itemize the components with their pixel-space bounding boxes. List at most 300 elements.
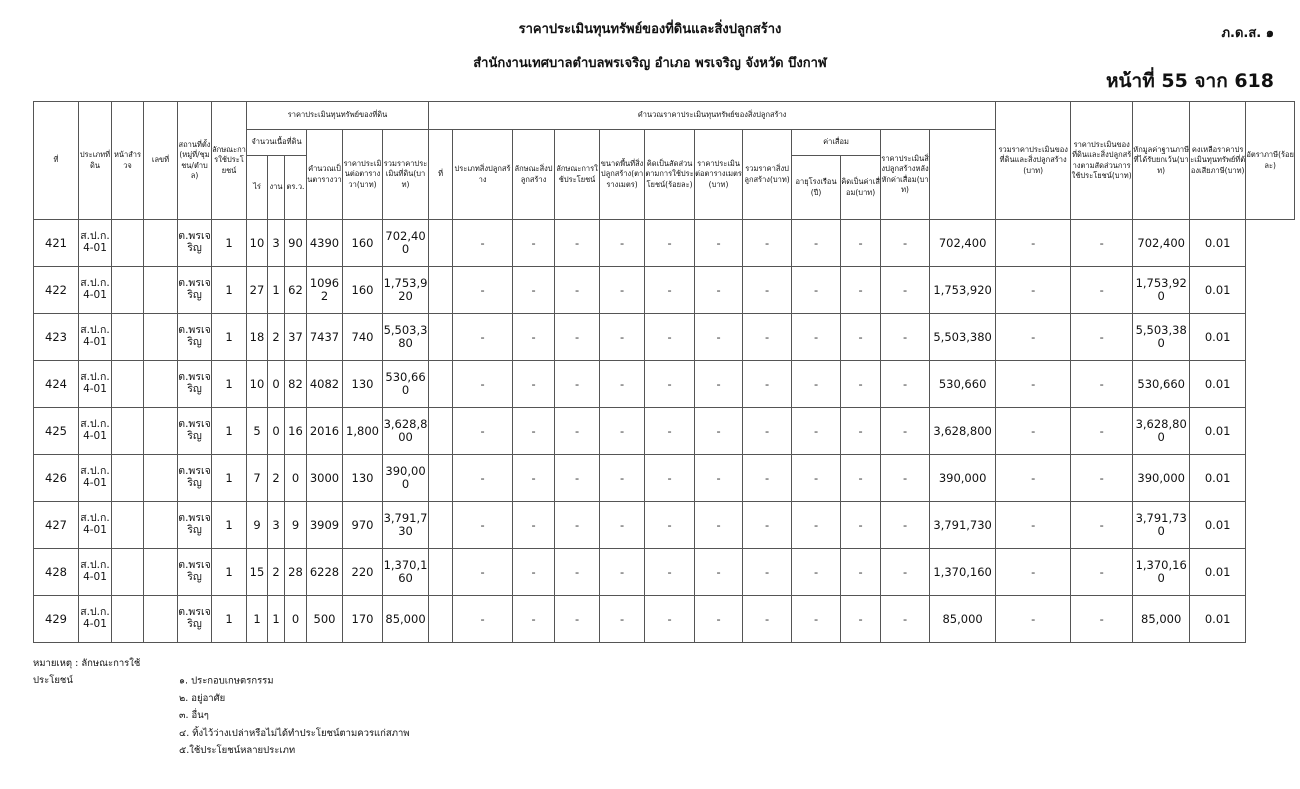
- cell-land-type: ส.ป.ก.4-01: [79, 267, 112, 314]
- cell-rate: 0.01: [1190, 267, 1246, 314]
- cell-survey-page: [112, 361, 144, 408]
- cell-deduct: -: [1071, 455, 1133, 502]
- cell-b-area: -: [600, 455, 645, 502]
- cell-b-type: -: [453, 596, 513, 643]
- cell-sqwa: 10962: [307, 267, 343, 314]
- cell-wa: 16: [285, 408, 307, 455]
- cell-b-area: -: [600, 502, 645, 549]
- cell-sqwa: 4082: [307, 361, 343, 408]
- cell-land-type: ส.ป.ก.4-01: [79, 502, 112, 549]
- cell-b-ratio: -: [645, 314, 695, 361]
- cell-b-type: -: [453, 408, 513, 455]
- cell-b-usage: -: [555, 549, 600, 596]
- cell-rai: 1: [247, 596, 268, 643]
- cell-survey-page: [112, 502, 144, 549]
- cell-b-no: [429, 220, 453, 267]
- cell-b-age: -: [792, 549, 841, 596]
- cell-b-type: -: [453, 502, 513, 549]
- cell-sqwa: 3000: [307, 455, 343, 502]
- cell-ngan: 1: [268, 267, 285, 314]
- cell-b-usage: -: [555, 314, 600, 361]
- cell-b-total: -: [743, 502, 792, 549]
- cell-total: 85,000: [930, 596, 996, 643]
- cell-sqwa: 7437: [307, 314, 343, 361]
- cell-b-usage: -: [555, 455, 600, 502]
- cell-b-usage: -: [555, 596, 600, 643]
- col-b-after: ราคาประเมินสิ่งปลูกสร้างหลังหักค่าเสื่อม(บาท): [881, 130, 930, 220]
- cell-sqwa: 3909: [307, 502, 343, 549]
- table-row: [34, 361, 1295, 408]
- cell-b-usage: -: [555, 267, 600, 314]
- cell-survey-page: [112, 596, 144, 643]
- cell-rai: 18: [247, 314, 268, 361]
- cell-b-char: -: [513, 267, 555, 314]
- cell-b-after: -: [881, 267, 930, 314]
- table-row: [34, 549, 1295, 596]
- cell-sqwa: 2016: [307, 408, 343, 455]
- cell-b-depr: -: [841, 408, 881, 455]
- cell-number: [144, 220, 178, 267]
- cell-price-per-wa: 740: [343, 314, 383, 361]
- cell-b-after: -: [881, 455, 930, 502]
- cell-ngan: 2: [268, 549, 285, 596]
- cell-ratio-value: -: [996, 361, 1071, 408]
- cell-location: ต.พรเจริญ: [178, 361, 212, 408]
- cell-b-age: -: [792, 267, 841, 314]
- cell-land-total: 1,370,160: [383, 549, 429, 596]
- cell-b-no: [429, 596, 453, 643]
- col-land-total: รวมราคาประเมินที่ดิน(บาท): [383, 130, 429, 220]
- cell-rate: 0.01: [1190, 455, 1246, 502]
- col-b-depr: คิดเป็นค่าเสื่อม(บาท): [841, 156, 881, 220]
- cell-price-per-wa: 970: [343, 502, 383, 549]
- cell-land-type: ส.ป.ก.4-01: [79, 361, 112, 408]
- cell-taxable: 3,628,800: [1133, 408, 1190, 455]
- cell-b-after: -: [881, 502, 930, 549]
- cell-b-depr: -: [841, 361, 881, 408]
- cell-taxable: 1,370,160: [1133, 549, 1190, 596]
- cell-b-type: -: [453, 267, 513, 314]
- cell-taxable: 5,503,380: [1133, 314, 1190, 361]
- cell-no: 427: [34, 502, 79, 549]
- cell-b-char: -: [513, 408, 555, 455]
- cell-b-depr: -: [841, 220, 881, 267]
- note-item: ๕.ใช้ประโยชน์หลายประเภท: [179, 745, 296, 757]
- col-b-area: ขนาดพื้นที่สิ่งปลูกสร้าง(ตารางเมตร): [600, 130, 645, 220]
- cell-land-total: 3,791,730: [383, 502, 429, 549]
- col-survey-page: หน้าสำรวจ: [112, 102, 144, 220]
- cell-location: ต.พรเจริญ: [178, 220, 212, 267]
- cell-b-price: -: [695, 549, 743, 596]
- cell-rate: 0.01: [1190, 220, 1246, 267]
- cell-land-total: 5,503,380: [383, 314, 429, 361]
- col-location: สถานที่ตั้ง(หมู่ที่/ชุมชน/ตำบล): [178, 102, 212, 220]
- note-item: ๒. อยู่อาศัย: [179, 692, 226, 704]
- cell-taxable: 530,660: [1133, 361, 1190, 408]
- table-body: [34, 220, 1295, 643]
- cell-usage: 1: [212, 220, 247, 267]
- cell-land-total: 1,753,920: [383, 267, 429, 314]
- cell-b-area: -: [600, 596, 645, 643]
- cell-land-type: ส.ป.ก.4-01: [79, 455, 112, 502]
- table-row: [34, 596, 1295, 643]
- table-row: [34, 220, 1295, 267]
- group-depreciation: ค่าเสื่อม: [792, 130, 881, 156]
- cell-b-type: -: [453, 220, 513, 267]
- cell-sqwa: 4390: [307, 220, 343, 267]
- table-header: [34, 102, 1295, 220]
- form-code: ภ.ด.ส. ๑: [1221, 26, 1274, 41]
- cell-b-area: -: [600, 408, 645, 455]
- cell-b-area: -: [600, 361, 645, 408]
- cell-land-type: ส.ป.ก.4-01: [79, 314, 112, 361]
- cell-b-ratio: -: [645, 502, 695, 549]
- cell-survey-page: [112, 267, 144, 314]
- group-area: จำนวนเนื้อที่ดิน: [247, 130, 307, 156]
- cell-ratio-value: -: [996, 220, 1071, 267]
- cell-b-char: -: [513, 502, 555, 549]
- cell-price-per-wa: 160: [343, 220, 383, 267]
- cell-rate: 0.01: [1190, 502, 1246, 549]
- cell-no: 429: [34, 596, 79, 643]
- cell-land-total: 390,000: [383, 455, 429, 502]
- cell-ngan: 1: [268, 596, 285, 643]
- page-info: หน้าที่ 55 จาก 618: [1106, 70, 1274, 92]
- col-land-type: ประเภทที่ดิน: [79, 102, 112, 220]
- cell-b-total: -: [743, 314, 792, 361]
- cell-location: ต.พรเจริญ: [178, 267, 212, 314]
- cell-b-age: -: [792, 502, 841, 549]
- cell-b-depr: -: [841, 502, 881, 549]
- col-number: เลขที่: [144, 102, 178, 220]
- cell-b-total: -: [743, 361, 792, 408]
- cell-wa: 0: [285, 455, 307, 502]
- cell-b-no: [429, 408, 453, 455]
- cell-total: 5,503,380: [930, 314, 996, 361]
- cell-number: [144, 455, 178, 502]
- cell-rai: 9: [247, 502, 268, 549]
- cell-ratio-value: -: [996, 549, 1071, 596]
- cell-b-type: -: [453, 455, 513, 502]
- cell-b-no: [429, 502, 453, 549]
- note-item: ๑. ประกอบเกษตรกรรม: [179, 675, 274, 687]
- cell-deduct: -: [1071, 267, 1133, 314]
- cell-taxable: 1,753,920: [1133, 267, 1190, 314]
- cell-wa: 28: [285, 549, 307, 596]
- cell-number: [144, 502, 178, 549]
- cell-no: 421: [34, 220, 79, 267]
- col-sqwa: คำนวณเป็นตารางวา: [307, 130, 343, 220]
- cell-survey-page: [112, 408, 144, 455]
- cell-wa: 37: [285, 314, 307, 361]
- cell-b-ratio: -: [645, 267, 695, 314]
- col-b-age: อายุโรงเรือน(ปี): [792, 156, 841, 220]
- cell-rai: 10: [247, 220, 268, 267]
- table-row: [34, 408, 1295, 455]
- cell-ratio-value: -: [996, 267, 1071, 314]
- cell-land-type: ส.ป.ก.4-01: [79, 549, 112, 596]
- cell-b-age: -: [792, 455, 841, 502]
- cell-b-after: -: [881, 220, 930, 267]
- cell-total: 530,660: [930, 361, 996, 408]
- group-building: คำนวณราคาประเมินทุนทรัพย์ของสิ่งปลูกสร้าง: [429, 102, 996, 130]
- cell-taxable: 3,791,730: [1133, 502, 1190, 549]
- office-subtitle: สำนักงานเทศบาลตำบลพรเจริญ อำเภอ พรเจริญ จังหวัด บึงกาฬ: [473, 56, 827, 71]
- cell-taxable: 390,000: [1133, 455, 1190, 502]
- cell-deduct: -: [1071, 408, 1133, 455]
- cell-rate: 0.01: [1190, 549, 1246, 596]
- cell-number: [144, 361, 178, 408]
- group-land: ราคาประเมินทุนทรัพย์ของที่ดิน: [247, 102, 429, 130]
- cell-b-price: -: [695, 502, 743, 549]
- cell-b-no: [429, 549, 453, 596]
- cell-wa: 9: [285, 502, 307, 549]
- cell-location: ต.พรเจริญ: [178, 502, 212, 549]
- cell-price-per-wa: 160: [343, 267, 383, 314]
- col-b-type: ประเภทสิ่งปลูกสร้าง: [453, 130, 513, 220]
- cell-survey-page: [112, 314, 144, 361]
- cell-rai: 7: [247, 455, 268, 502]
- cell-b-usage: -: [555, 220, 600, 267]
- col-price-per-wa: ราคาประเมินต่อตารางวา(บาท): [343, 130, 383, 220]
- cell-b-age: -: [792, 596, 841, 643]
- cell-b-after: -: [881, 314, 930, 361]
- cell-total: 1,370,160: [930, 549, 996, 596]
- col-total: รวมราคาประเมินของที่ดินและสิ่งปลูกสร้าง(บาท): [996, 102, 1071, 220]
- table-row: [34, 502, 1295, 549]
- cell-b-total: -: [743, 455, 792, 502]
- cell-price-per-wa: 220: [343, 549, 383, 596]
- cell-b-depr: -: [841, 455, 881, 502]
- cell-b-char: -: [513, 220, 555, 267]
- col-no: ที่: [34, 102, 79, 220]
- cell-location: ต.พรเจริญ: [178, 596, 212, 643]
- cell-land-type: ส.ป.ก.4-01: [79, 408, 112, 455]
- cell-b-usage: -: [555, 408, 600, 455]
- cell-b-price: -: [695, 455, 743, 502]
- cell-ngan: 3: [268, 502, 285, 549]
- col-rate: อัตราภาษี(ร้อยละ): [1246, 102, 1295, 220]
- cell-b-type: -: [453, 361, 513, 408]
- cell-deduct: -: [1071, 220, 1133, 267]
- cell-land-total: 3,628,800: [383, 408, 429, 455]
- cell-price-per-wa: 130: [343, 361, 383, 408]
- cell-number: [144, 267, 178, 314]
- cell-deduct: -: [1071, 314, 1133, 361]
- cell-rai: 5: [247, 408, 268, 455]
- cell-sqwa: 6228: [307, 549, 343, 596]
- cell-usage: 1: [212, 596, 247, 643]
- cell-b-usage: -: [555, 502, 600, 549]
- col-usage: ลักษณะการใช้ประโยชน์: [212, 102, 247, 220]
- cell-total: 3,628,800: [930, 408, 996, 455]
- cell-b-total: -: [743, 408, 792, 455]
- col-taxable: คงเหลือราคาประเมินทุนทรัพย์ที่ต้องเสียภาษี(บาท): [1190, 102, 1246, 220]
- cell-wa: 90: [285, 220, 307, 267]
- cell-survey-page: [112, 549, 144, 596]
- col-b-char: ลักษณะสิ่งปลูกสร้าง: [513, 130, 555, 220]
- cell-ratio-value: -: [996, 408, 1071, 455]
- col-wa: ตร.ว.: [285, 156, 307, 220]
- cell-b-char: -: [513, 361, 555, 408]
- cell-ngan: 3: [268, 220, 285, 267]
- cell-b-type: -: [453, 549, 513, 596]
- cell-ngan: 2: [268, 455, 285, 502]
- cell-rate: 0.01: [1190, 361, 1246, 408]
- cell-b-area: -: [600, 267, 645, 314]
- report-title: ราคาประเมินทุนทรัพย์ของที่ดินและสิ่งปลูกสร้าง: [518, 22, 782, 37]
- cell-b-price: -: [695, 408, 743, 455]
- cell-b-total: -: [743, 549, 792, 596]
- cell-rate: 0.01: [1190, 596, 1246, 643]
- cell-b-ratio: -: [645, 220, 695, 267]
- cell-usage: 1: [212, 314, 247, 361]
- cell-b-no: [429, 361, 453, 408]
- table-row: [34, 455, 1295, 502]
- cell-land-total: 530,660: [383, 361, 429, 408]
- cell-rai: 10: [247, 361, 268, 408]
- assessment-table: [33, 101, 1295, 643]
- cell-taxable: 85,000: [1133, 596, 1190, 643]
- cell-b-age: -: [792, 314, 841, 361]
- cell-usage: 1: [212, 361, 247, 408]
- cell-b-area: -: [600, 314, 645, 361]
- cell-b-no: [429, 314, 453, 361]
- cell-location: ต.พรเจริญ: [178, 314, 212, 361]
- cell-ratio-value: -: [996, 596, 1071, 643]
- cell-number: [144, 596, 178, 643]
- cell-land-total: 85,000: [383, 596, 429, 643]
- cell-location: ต.พรเจริญ: [178, 455, 212, 502]
- cell-b-char: -: [513, 596, 555, 643]
- cell-b-after: -: [881, 596, 930, 643]
- cell-b-price: -: [695, 314, 743, 361]
- notes: [33, 655, 410, 759]
- cell-number: [144, 314, 178, 361]
- cell-taxable: 702,400: [1133, 220, 1190, 267]
- cell-b-price: -: [695, 361, 743, 408]
- cell-survey-page: [112, 455, 144, 502]
- cell-b-type: -: [453, 314, 513, 361]
- cell-no: 424: [34, 361, 79, 408]
- cell-land-total: 702,400: [383, 220, 429, 267]
- cell-b-ratio: -: [645, 596, 695, 643]
- cell-survey-page: [112, 220, 144, 267]
- col-b-total: รวมราคาสิ่งปลูกสร้าง(บาท): [743, 130, 792, 220]
- cell-usage: 1: [212, 267, 247, 314]
- cell-b-price: -: [695, 220, 743, 267]
- cell-b-ratio: -: [645, 455, 695, 502]
- cell-b-char: -: [513, 549, 555, 596]
- cell-b-ratio: -: [645, 361, 695, 408]
- col-b-no: ที่: [429, 130, 453, 220]
- cell-price-per-wa: 130: [343, 455, 383, 502]
- cell-b-age: -: [792, 361, 841, 408]
- cell-b-ratio: -: [645, 549, 695, 596]
- cell-b-no: [429, 267, 453, 314]
- cell-ratio-value: -: [996, 314, 1071, 361]
- cell-ratio-value: -: [996, 455, 1071, 502]
- cell-wa: 82: [285, 361, 307, 408]
- cell-deduct: -: [1071, 361, 1133, 408]
- cell-usage: 1: [212, 455, 247, 502]
- cell-deduct: -: [1071, 596, 1133, 643]
- cell-rai: 15: [247, 549, 268, 596]
- cell-b-area: -: [600, 549, 645, 596]
- cell-rate: 0.01: [1190, 314, 1246, 361]
- cell-b-after: -: [881, 408, 930, 455]
- cell-b-age: -: [792, 408, 841, 455]
- cell-land-type: ส.ป.ก.4-01: [79, 596, 112, 643]
- cell-b-price: -: [695, 596, 743, 643]
- cell-no: 425: [34, 408, 79, 455]
- note-item: ๓. อื่นๆ: [179, 710, 209, 722]
- col-deduct: หักมูลค่าฐานภาษีที่ได้รับยกเว้น(บาท): [1133, 102, 1190, 220]
- cell-b-total: -: [743, 596, 792, 643]
- col-ratio-value: ราคาประเมินของที่ดินและสิ่งปลูกสร้างตามสัดส่วนการใช้ประโยชน์(บาท): [1071, 102, 1133, 220]
- table-row: [34, 314, 1295, 361]
- cell-no: 423: [34, 314, 79, 361]
- cell-b-char: -: [513, 455, 555, 502]
- col-b-usage: ลักษณะการใช้ประโยชน์: [555, 130, 600, 220]
- cell-no: 426: [34, 455, 79, 502]
- cell-rate: 0.01: [1190, 408, 1246, 455]
- cell-price-per-wa: 170: [343, 596, 383, 643]
- cell-sqwa: 500: [307, 596, 343, 643]
- cell-b-no: [429, 455, 453, 502]
- cell-b-total: -: [743, 267, 792, 314]
- cell-b-area: -: [600, 220, 645, 267]
- cell-total: 702,400: [930, 220, 996, 267]
- col-ngan: งาน: [268, 156, 285, 220]
- cell-ngan: 0: [268, 408, 285, 455]
- cell-total: 3,791,730: [930, 502, 996, 549]
- cell-no: 422: [34, 267, 79, 314]
- cell-b-after: -: [881, 361, 930, 408]
- cell-b-price: -: [695, 267, 743, 314]
- notes-label: หมายเหตุ : ลักษณะการใช้ประโยชน์: [33, 658, 141, 687]
- cell-b-char: -: [513, 314, 555, 361]
- cell-ngan: 2: [268, 314, 285, 361]
- cell-b-age: -: [792, 220, 841, 267]
- cell-deduct: -: [1071, 549, 1133, 596]
- cell-location: ต.พรเจริญ: [178, 549, 212, 596]
- cell-total: 390,000: [930, 455, 996, 502]
- col-rai: ไร่: [247, 156, 268, 220]
- cell-wa: 0: [285, 596, 307, 643]
- col-b-ratio: คิดเป็นสัดส่วนตามการใช้ประโยชน์(ร้อยละ): [645, 130, 695, 220]
- cell-number: [144, 549, 178, 596]
- cell-deduct: -: [1071, 502, 1133, 549]
- cell-usage: 1: [212, 502, 247, 549]
- cell-b-total: -: [743, 220, 792, 267]
- cell-wa: 62: [285, 267, 307, 314]
- cell-b-after: -: [881, 549, 930, 596]
- cell-land-type: ส.ป.ก.4-01: [79, 220, 112, 267]
- cell-b-depr: -: [841, 596, 881, 643]
- cell-b-usage: -: [555, 361, 600, 408]
- cell-total: 1,753,920: [930, 267, 996, 314]
- cell-b-depr: -: [841, 549, 881, 596]
- cell-rai: 27: [247, 267, 268, 314]
- cell-usage: 1: [212, 549, 247, 596]
- cell-b-ratio: -: [645, 408, 695, 455]
- cell-price-per-wa: 1,800: [343, 408, 383, 455]
- note-item: ๔. ทิ้งไว้ว่างเปล่าหรือไม่ได้ทำประโยชน์ตามควรแก่สภาพ: [179, 727, 410, 739]
- cell-number: [144, 408, 178, 455]
- cell-no: 428: [34, 549, 79, 596]
- cell-ratio-value: -: [996, 502, 1071, 549]
